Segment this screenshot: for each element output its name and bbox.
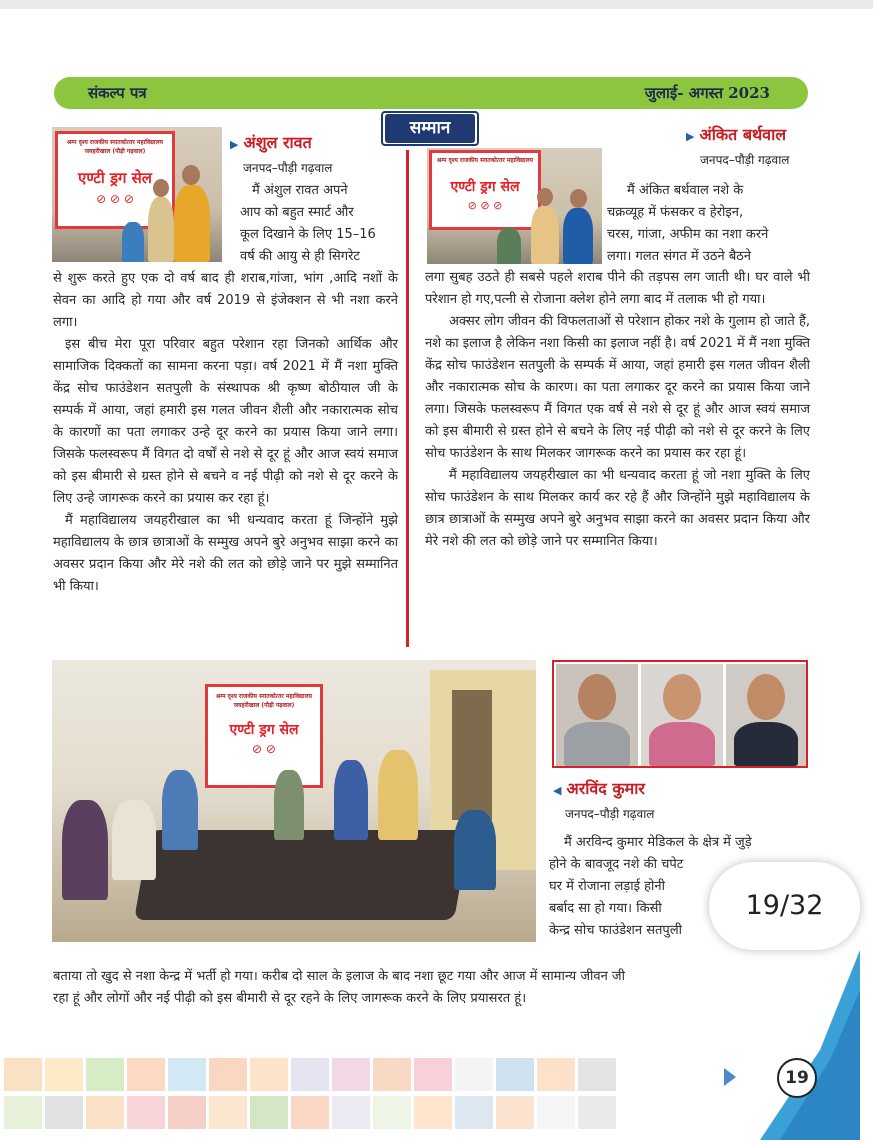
paragraph: मैं महाविद्यालय जयहरीखाल का भी धन्यवाद करता हूं जिन्होंने मुझे महाविद्यालय के छात्र छात्राओं के सम्मुख अपने बुरे अनुभव साझा करने का अवसर प्रदान किया और मेरे नशे की लत को छोड़े जाने पर मुझे सम्मानित भी किया। [53,513,398,594]
person-head [153,179,169,197]
text-line: होने के बावजूद नशे की चपेट [549,857,684,872]
paragraph: मैं महाविद्यालय जयहरीखाल का भी धन्यवाद करता हूं जो नशा मुक्ति के लिए सोच फाउंडेशन के साथ मिलकर कार्य कर रहे हैं और जिन्होंने मुझे महाविद्यालय के छात्र छात्राओं के सम्मुख अपने बुरे अनुभव साझा करने का अवसर प्रदान किया और मेरे नशे की लत को छोड़े जाने पर सम्मानित किया। [425,468,810,549]
text-line: रहा हूं और लोगों और नई पीढ़ी को इस बीमारी से दूर रहने के लिए जागरूक करने के लिए प्रयासरत हूं। [53,991,527,1006]
person [274,770,304,840]
text-line: वर्ष की आयु से ही सिगरेट [240,249,360,264]
district-label: जनपद–पौड़ी गढ़वाल [565,807,655,821]
banner-cell-title: एण्टी ड्रग सेल [78,169,152,187]
banner-location: जयहरीखाल (पौड़ी गढ़वाल) [233,702,295,709]
next-arrow-icon [724,1068,736,1086]
window [452,690,492,820]
right-intro-lines [607,180,809,268]
banner-college-name: श्रम्‍प दृश्‍य राजकीय स्‍नातकोत्‍तर महाविद्यालय [66,139,164,146]
name-text: अरविंद कुमार [566,779,645,798]
paragraph: से शुरू करते हुए एक दो वर्ष बाद ही शराब,गांजा, भांग ,आदि नशों के सेवन का आदि हो गया और वर्ष 2019 से इंजेक्शन से भी नशा करने लगा। [53,271,398,330]
text-line: बताया तो खुद से नशा केन्द्र में भर्ती हो गया। करीब दो साल के इलाज के बाद नशा छूट गया और आज में सामान्य जीवन जी [53,969,625,984]
page-number: 19 [777,1058,817,1098]
person [122,222,144,262]
banner-college-name: श्रम्‍प दृश्‍य राजकीय स्‍नातकोत्‍तर महाविद्यालय [436,157,534,164]
text-line: मैं अंकित बर्थवाल नशे के [627,183,744,198]
issue-date: जुलाई- अगस्त 2023 [644,84,770,102]
person [497,228,521,264]
right-body [425,267,810,553]
pointer-triangle-icon: ▶ [230,138,239,151]
banner-location: जयहरीखाल (पौड़ी गढ़वाल) [84,148,146,155]
pointer-triangle-icon: ◀ [553,784,562,797]
left-body [53,268,398,598]
name-anshul-rawat [230,131,312,153]
name-text: अंकित बर्थवाल [699,125,787,144]
header-band [54,77,808,109]
district-label: जनपद–पौड़ी गढ़वाल [700,153,790,167]
name-text: अंशुल रावत [243,133,312,152]
person [174,185,210,262]
text-line: कूल दिखाने के लिए 15–16 [240,227,376,242]
paragraph: अक्सर लोग जीवन की विफलताओं से परेशान होकर नशे के गुलाम हो जाते हैं, नशे का इलाज है लेकिन नशा किसी का इलाज नहीं है। वर्ष 2021 में मैं नशा मुक्ति केंद्र सोच फाउंडेशन सतपुली के सम्पर्क में आया, जहां हमारी इस गलत जीवन शैली और नकारात्मक सोच के कारण। का पता लगाकर दूर करने का प्रयास किया जाने लगा। जिसके फलस्वरूप मैं विगत एक वर्ष से नशे से दूर हूं और आज स्वयं समाज को इस बीमारी से ग्रस्त होने से बचने के लिए नई पीढ़ी को नशे से दूर करने के लिए सोच फाउंडेशन के साथ मिलकर जागरूक करने का प्रयास कर रहा हूं। [425,314,810,461]
person [563,208,593,264]
text-line: घर में रोजाना लड़ाई होनी [549,879,665,894]
paragraph: इस बीच मेरा पूरा परिवार बहुत परेशान रहा जिनको आर्थिक और सामाजिक दिक्कतों का सामना करना पड़ा। वर्ष 2021 में मैं नशा मुक्ति केंद्र सोच फाउंडेशन सतपुली के संस्थापक श्री कृष्ण बोठीयाल जी के सम्पर्क में आया, जहां हमारी इस गलत जीवन शैली और नकारात्मक सोच के कारणों का पता लगाकर उन्हे दूर करने का प्रयास किया जाने लगा। जिसके फलस्वरूप मैं विगत दो वर्षों से नशे से दूर हूं और आज स्वयं समाज को इस बीमारी से ग्रस्त होने से बचने व नई पीढ़ी को नशे से दूर करने के लिए उन्हे जागरूक करने का प्रयास कर रहा हूं। [53,337,398,506]
text-line: लगा। गलत संगत में उठने बैठने [607,249,752,264]
person [454,810,496,890]
anti-drug-banner [429,150,541,230]
column-divider [406,150,409,647]
no-symbols-icon: ⊘ ⊘ ⊘ [96,192,134,206]
person-head [570,189,587,208]
bottom-body [53,966,823,1010]
no-symbols-icon: ⊘ ⊘ ⊘ [467,199,503,212]
banner-cell-title: एण्टी ड्रग सेल [229,722,299,738]
photo-meeting-hall [52,660,536,942]
photo-ankit-felicitation [427,148,602,264]
person [334,760,368,840]
portrait-anshul [726,664,806,766]
top-edge [0,0,873,9]
person [62,800,108,900]
text-line: चक्रव्यूह में फंसकर व हेरोइन, [607,205,744,220]
paragraph: लगा सुबह उठते ही सबसे पहले शराब पीने की तड़पस लग जाती थी। घर वाले भी परेशान हो गए,पत्नी से रोजाना क्लेश होने लगा बाद में तलाक भी हो गया। [425,270,810,307]
person [378,750,418,840]
text-line: बर्बाद सा हो गया। किसी [549,901,662,916]
person [112,800,156,880]
photo-anshul-felicitation [52,127,222,262]
text-line: आप को बहुत स्मार्ट और [240,205,354,220]
person [162,770,198,850]
banner-cell-title: एण्टी ड्रग सेल [450,179,520,195]
name-arvind-kumar [553,777,645,799]
left-intro-lines [240,180,398,268]
person-head [537,188,553,206]
person [148,197,174,262]
portrait-arvind [556,664,638,766]
portraits-strip [552,660,808,768]
no-symbols-icon: ⊘ ⊘ [252,742,276,756]
page-indicator[interactable]: 19/32 [709,862,860,950]
anti-drug-banner [205,684,323,788]
magazine-title: संकल्प पत्र [88,84,147,102]
color-tile-strip [0,1058,760,1136]
text-line: मैं अरविन्द कुमार मेडिकल के क्षेत्र में जुड़े [564,835,752,850]
name-ankit-barthwal [686,123,786,145]
corner-accent [760,950,860,1140]
section-label: सम्मान [385,114,475,143]
text-line: केन्द्र सोच फाउंडेशन सतपुली [549,923,682,938]
district-label: जनपद–पौड़ी गढ़वाल [243,161,333,175]
text-line: चरस, गांजा, अफीम का नशा करने [607,227,769,242]
text-line: मैं अंशुल रावत अपने [252,183,348,198]
person [531,206,559,264]
pointer-triangle-icon: ▶ [686,130,695,143]
banner-college-name: श्रम्‍प दृश्‍य राजकीय स्‍नातकोत्‍तर महाविद्यालय [215,693,313,700]
portrait-ankit [641,664,723,766]
person-head [182,165,200,185]
